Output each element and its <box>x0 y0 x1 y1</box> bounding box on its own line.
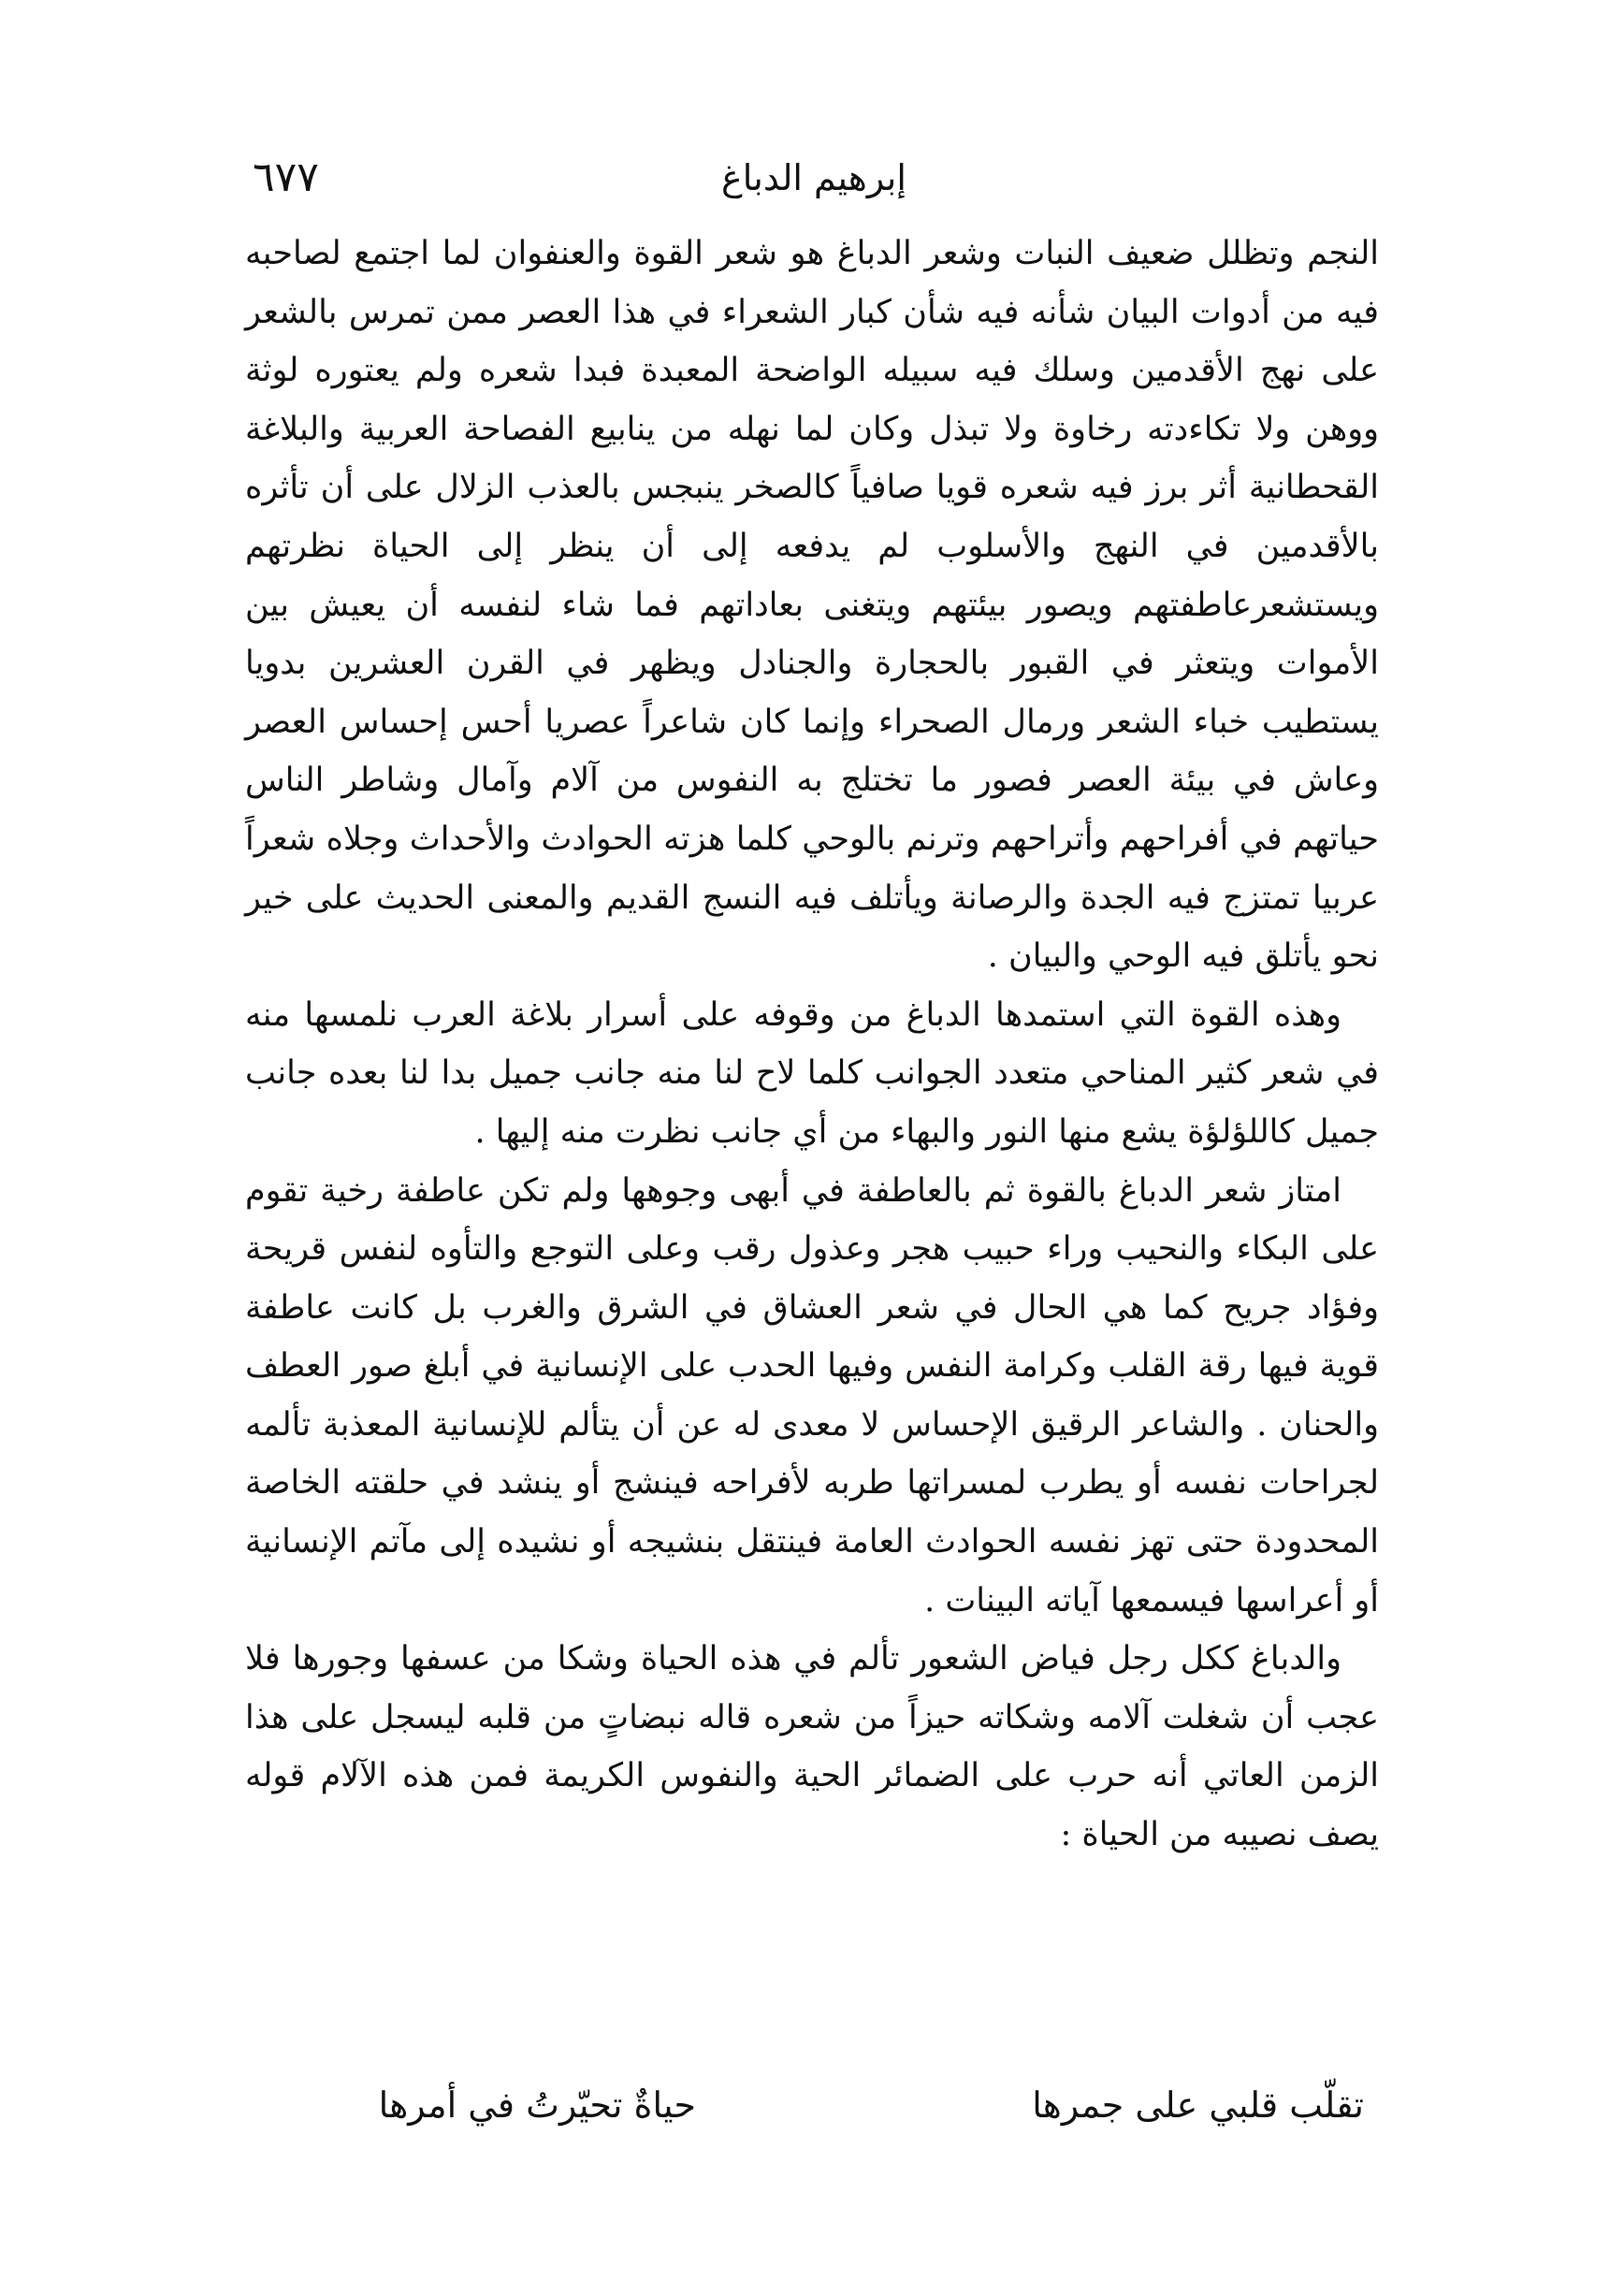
verse-first-hemistich: تقلّب قلبي على جمرها <box>1032 2084 1364 2126</box>
paragraph-4: والدباغ ككل رجل فياض الشعور تألم في هذه الحياة وشكا من عسفها وجورها فلا عجب أن شغلت آلامه وشكاته حيزاً من شعره قاله نبضاتٍ من قلبه ليسجل على هذا الزمن العاتي أنه حرب على الضمائر الحية والنفوس الكريمة فمن هذه الآلام قوله يصف نصيبه من الحياة : <box>245 1640 1379 1854</box>
verse-second-hemistich: حياةٌ تحيّرتُ في أمرها <box>378 2084 696 2126</box>
paragraph-3: امتاز شعر الدباغ بالقوة ثم بالعاطفة في أبهى وجوهها ولم تكن عاطفة رخية تقوم على البكاء والنحيب وراء حبيب هجر وعذول رقب وعلى التوجع والتأوه لنفس قريحة وفؤاد جريح كما هي الحال في شعر العشاق في الشرق والغرب بل كانت عاطفة قوية فيها رقة القلب وكرامة النفس وفيها الحدب على الإنسانية في أبلغ صور العطف والحنان . والشاعر الرقيق الإحساس لا معدى له عن أن يتألم للإنسانية المعذبة تألمه لجراحات نفسه أو يطرب لمسراتها طربه لأفراحه فينشج أو ينشد في حلقته الخاصة المحدودة حتى تهز نفسه الحوادث العامة فينتقل بنشيجه أو نشيده إلى مآتم الإنسانية أو أعراسها فيسمعها آياته البينات . <box>245 1171 1379 1620</box>
body-text <box>245 225 1379 1865</box>
paragraph-1: النجم وتظلل ضعيف النبات وشعر الدباغ هو شعر القوة والعنفوان لما اجتمع لصاحبه فيه من أدوات البيان شأنه فيه شأن كبار الشعراء في هذا العصر ممن تمرس بالشعر على نهج الأقدمين وسلك فيه سبيله الواضحة المعبدة فبدا شعره ولم يعتوره لوثة ووهن ولا تكاءدته رخاوة ولا تبذل وكان لما نهله من ينابيع الفصاحة العربية والبلاغة القحطانية أثر برز فيه شعره قويا صافياً كالصخر ينبجس بالعذب الزلال على أن تأثره بالأقدمين في النهج والأسلوب لم يدفعه إلى أن ينظر إلى الحياة نظرتهم ويستشعرعاطفتهم ويصور بيئتهم ويتغنى بعاداتهم فما شاء لنفسه أن يعيش بين الأموات ويتعثر في القبور بالحجارة والجنادل ويظهر في القرن العشرين بدويا يستطيب خباء الشعر ورمال الصحراء وإنما كان شاعراً عصريا أحس إحساس العصر وعاش في بيئة العصر فصور ما تختلج به النفوس من آلام وآمال وشاطر الناس حياتهم في أفراحهم وأتراحهم وترنم بالوحي كلما هزته الحوادث والأحداث وجلاه شعراً عربيا تمتزج فيه الجدة والرصانة ويأتلف فيه النسج القديم والمعنى الحديث على خير نحو يأتلق فيه الوحي والبيان . <box>245 235 1379 976</box>
running-title: إبرهيم الدباغ <box>721 157 906 198</box>
page-header <box>253 150 1375 206</box>
verse-line <box>245 2072 1379 2138</box>
paragraph-2: وهذه القوة التي استمدها الدباغ من وقوفه على أسرار بلاغة العرب نلمسها منه في شعر كثير المناحي متعدد الجوانب كلما لاح لنا منه جانب جميل بدا لنا بعده جانب جميل كاللؤلؤة يشع منها النور والبهاء من أي جانب نظرت منه إليها . <box>245 995 1379 1151</box>
page-number: ٦٧٧ <box>253 153 319 201</box>
